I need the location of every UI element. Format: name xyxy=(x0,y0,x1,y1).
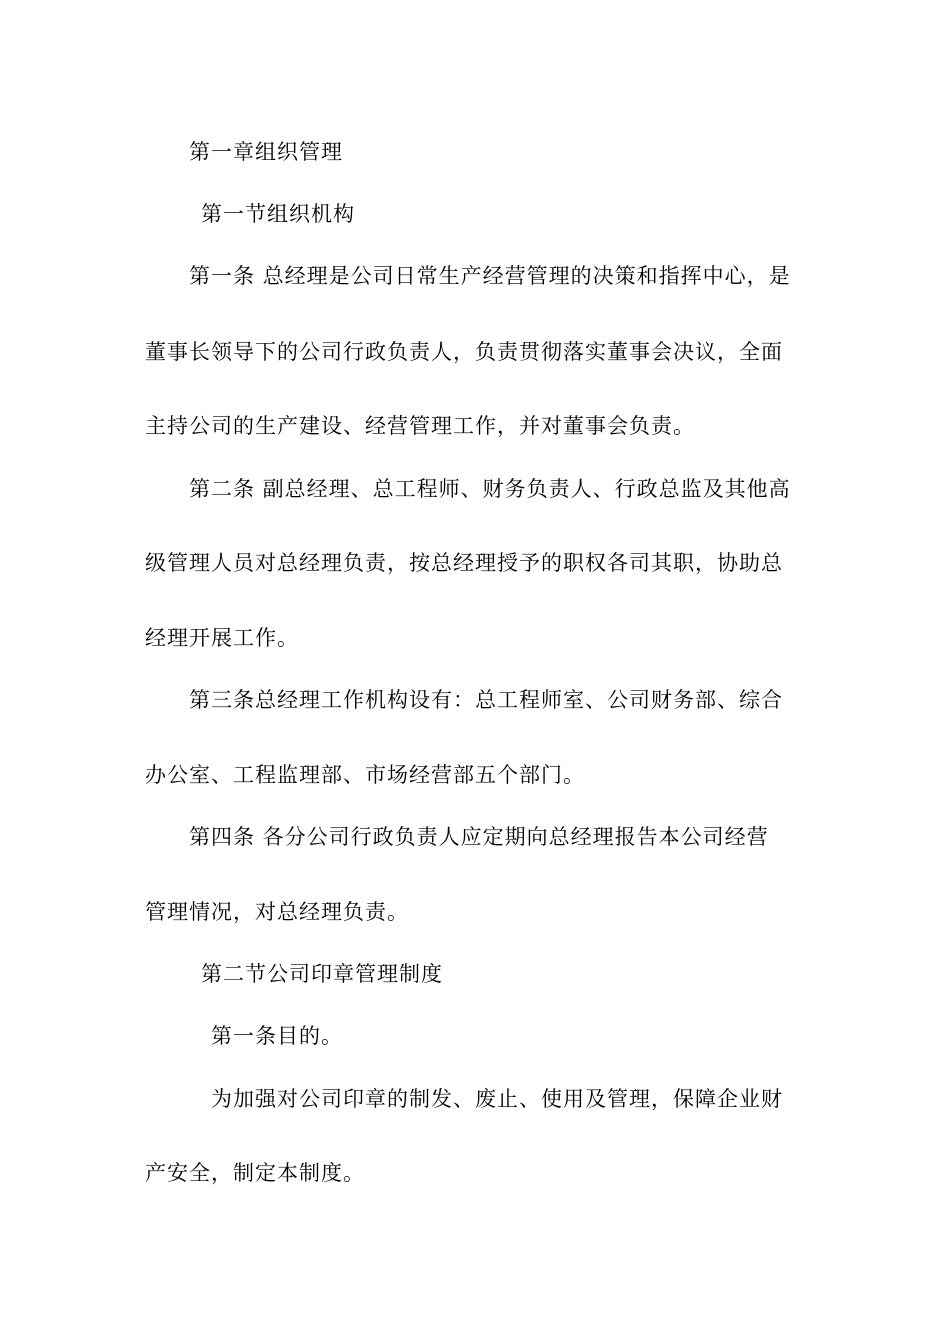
article-4-line-2: 管理情况，对总经理负责。 xyxy=(145,900,409,924)
article-1-line-1: 第一条 总经理是公司日常生产经营管理的决策和指挥中心，是 xyxy=(189,264,791,288)
article-3-line-1: 第三条总经理工作机构设有：总工程师室、公司财务部、综合 xyxy=(189,688,783,712)
article-4-line-1: 第四条 各分公司行政负责人应定期向总经理报告本公司经营 xyxy=(189,825,769,849)
seal-article-1-line-2: 产安全，制定本制度。 xyxy=(145,1161,365,1185)
article-3-line-2: 办公室、工程监理部、市场经营部五个部门。 xyxy=(145,763,585,787)
article-2-line-1: 第二条 副总经理、总工程师、财务负责人、行政总监及其他高 xyxy=(189,477,791,501)
seal-article-1-line-1: 为加强对公司印章的制发、废止、使用及管理，保障企业财 xyxy=(211,1087,783,1111)
article-1-line-3: 主持公司的生产建设、经营管理工作，并对董事会负责。 xyxy=(145,414,695,438)
article-2-line-2: 级管理人员对总经理负责，按总经理授予的职权各司其职，协助总 xyxy=(145,551,783,575)
article-1-line-2: 董事长领导下的公司行政负责人，负责贯彻落实董事会决议，全面 xyxy=(145,340,783,364)
chapter-title: 第一章组织管理 xyxy=(189,140,343,164)
article-2-line-3: 经理开展工作。 xyxy=(145,626,299,650)
section-title-seal-management: 第二节公司印章管理制度 xyxy=(201,962,443,986)
section-title-organization: 第一节组织机构 xyxy=(201,202,355,226)
seal-article-1-title: 第一条目的。 xyxy=(211,1024,343,1048)
